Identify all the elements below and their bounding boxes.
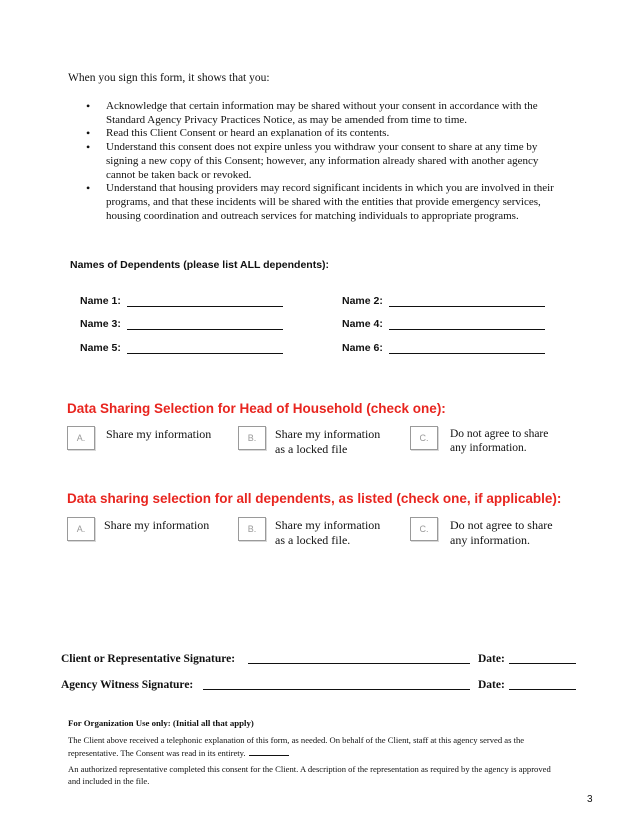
dep-option-a-label: [104, 518, 209, 533]
name-1-field[interactable]: [127, 296, 283, 307]
org-paragraph-1: [68, 735, 558, 759]
list-item: • Acknowledge that certain information may be shared without your consent in accordance with the Standard Agency Privacy Practices Notice, as may be amended from time to time.: [86, 100, 566, 127]
dependent-name-6: [342, 342, 545, 354]
option-line-2: any information.: [450, 442, 527, 454]
dep-option-b-label: [275, 518, 380, 548]
dependent-name-5: [80, 342, 283, 354]
hoh-option-a-label: [106, 427, 211, 442]
dep-option-a-checkbox[interactable]: [67, 517, 95, 541]
hoh-option-c-label: [450, 427, 548, 455]
dep-option-b-checkbox[interactable]: [238, 517, 266, 541]
name-label: Name 1:: [80, 295, 121, 307]
dep-option-c-checkbox[interactable]: [410, 517, 438, 541]
dep-option-c-label: [450, 518, 553, 548]
option-line-1: Do not agree to share: [450, 428, 549, 440]
client-date-field[interactable]: [509, 663, 576, 664]
dependents-heading: Names of Dependents (please list ALL dependents):: [70, 259, 330, 271]
intro-text: When you sign this form, it shows that you:: [68, 72, 270, 84]
org-initial-field-1[interactable]: [249, 747, 289, 756]
witness-date-field[interactable]: [509, 689, 576, 690]
witness-signature-field[interactable]: [203, 689, 470, 690]
option-line-2: any information.: [450, 533, 530, 547]
name-6-field[interactable]: [389, 343, 545, 354]
option-line-2: as a locked file: [275, 442, 348, 456]
name-label: Name 4:: [342, 318, 383, 330]
name-label: Name 5:: [80, 342, 121, 354]
dependent-name-1: [80, 295, 283, 307]
witness-signature-label: Agency Witness Signature:: [61, 679, 194, 691]
name-label: Name 2:: [342, 295, 383, 307]
list-item: • Read this Client Consent or heard an explanation of its contents.: [86, 127, 566, 141]
client-signature-label: Client or Representative Signature:: [61, 653, 236, 665]
option-letter: C.: [419, 433, 429, 443]
option-letter: A.: [76, 524, 86, 534]
name-label: Name 3:: [80, 318, 121, 330]
option-line-1: Share my information: [275, 518, 381, 532]
hoh-option-c-checkbox[interactable]: [410, 426, 438, 450]
page-number: 3: [587, 794, 593, 805]
option-line-1: Share my information: [275, 427, 381, 441]
org-paragraph-2: An authorized representative completed this consent for the Client. A description of the representation as required by the agency is approved and included in the file.: [68, 764, 551, 786]
option-text: Share my information: [106, 427, 212, 441]
option-letter: B.: [247, 524, 257, 534]
option-line-2: as a locked file.: [275, 533, 351, 547]
option-line-1: Do not agree to share: [450, 518, 553, 532]
client-date-label: Date:: [478, 653, 505, 665]
option-letter: A.: [76, 433, 86, 443]
option-letter: B.: [247, 433, 257, 443]
client-signature-field[interactable]: [248, 663, 470, 664]
acknowledgement-list: [86, 100, 566, 223]
dependent-name-4: [342, 318, 545, 330]
org-paragraph-1-text: The Client above received a telephonic explanation of this form, as needed. On behalf of the Client, staff at this agency served as the representative. The Consent was read in its entirety.: [68, 735, 525, 758]
dependents-section-title: Data sharing selection for all dependents, as listed (check one, if applicable):: [67, 491, 562, 506]
name-label: Name 6:: [342, 342, 383, 354]
hoh-section-title: Data Sharing Selection for Head of Household (check one):: [67, 401, 446, 416]
name-4-field[interactable]: [389, 319, 545, 330]
option-letter: C.: [419, 524, 429, 534]
hoh-option-a-checkbox[interactable]: [67, 426, 95, 450]
name-5-field[interactable]: [127, 343, 283, 354]
org-use-heading: For Organization Use only: (Initial all that apply): [68, 718, 254, 728]
list-item: • Understand this consent does not expire unless you withdraw your consent to share at any time by signing a new copy of this Consent; however, any information already shared with another agency cannot be taken back or revoked.: [86, 141, 566, 182]
hoh-option-b-checkbox[interactable]: [238, 426, 266, 450]
witness-date-label: Date:: [478, 679, 505, 691]
dependent-name-2: [342, 295, 545, 307]
list-item: • Understand that housing providers may record significant incidents in which you are involved in their programs, and that these incidents will be shared with the entities that provide emergency services, housing coordination and outreach services for matching individuals to appropriate programs.: [86, 182, 566, 223]
option-text: Share my information: [104, 518, 210, 532]
dependent-name-3: [80, 318, 283, 330]
hoh-option-b-label: [275, 427, 380, 457]
name-2-field[interactable]: [389, 296, 545, 307]
name-3-field[interactable]: [127, 319, 283, 330]
